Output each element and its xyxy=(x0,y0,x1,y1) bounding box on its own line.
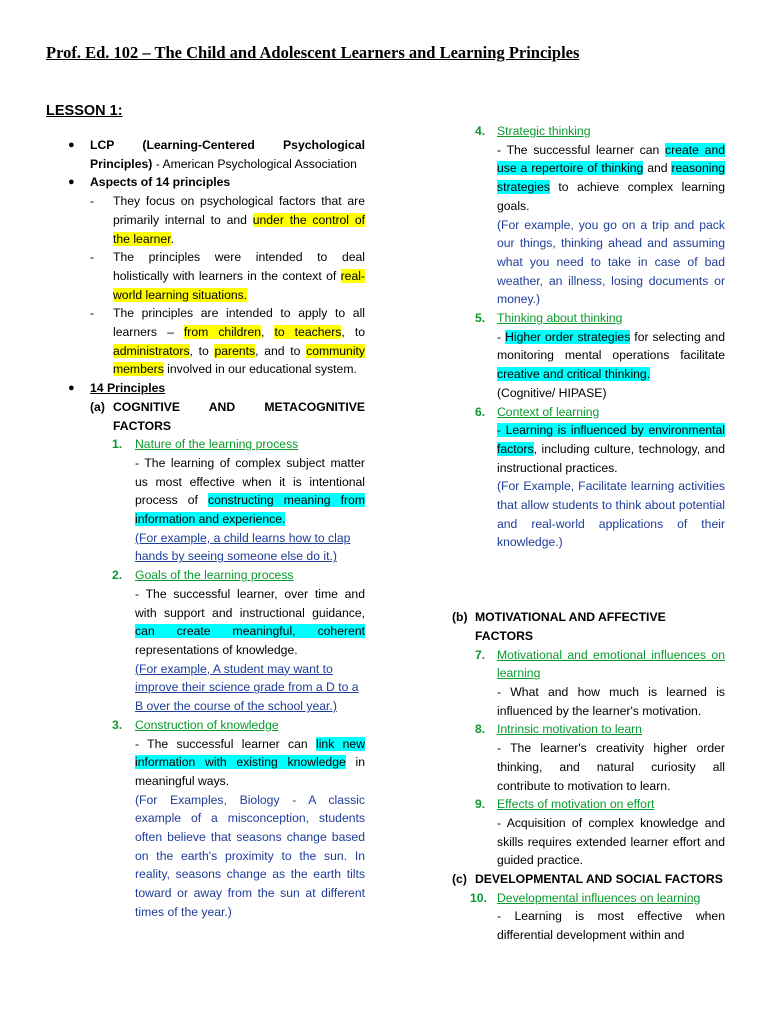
principle-9 xyxy=(448,795,725,870)
principle-number: 3. xyxy=(112,717,123,732)
principle-title: Thinking about thinking xyxy=(497,311,623,326)
aspect-3-text: The principles are intended to apply to all learners – xyxy=(113,306,365,340)
principle-number: 6. xyxy=(475,404,486,419)
principle-2 xyxy=(60,566,365,716)
aspect-2-highlight: real-world learning situations. xyxy=(113,268,365,302)
principle-title: Goals of the learning process xyxy=(135,568,294,583)
aspects-label: Aspects of 14 principles xyxy=(90,175,231,190)
principle-number: 8. xyxy=(475,722,486,737)
principles-label: 14 Principles xyxy=(90,381,166,396)
section-a-mark: (a) xyxy=(90,399,105,414)
principle-example: (For example, a child learns how to clap hands by seeing someone else do it.) xyxy=(135,530,351,564)
bullet-icon: ● xyxy=(68,139,75,151)
highlight-administrators: administrators xyxy=(113,343,190,358)
principle-text: - The successful learner can xyxy=(497,142,666,157)
section-c-mark: (c) xyxy=(452,872,467,887)
spacer xyxy=(448,552,725,608)
highlight-children: from children xyxy=(183,325,262,340)
highlight-teachers: to teachers xyxy=(274,325,342,340)
principle-text-end: representations of knowledge. xyxy=(135,642,298,657)
principle-number: 2. xyxy=(112,568,123,583)
principle-text: - Acquisition of complex knowledge and skills requires extended learner effort and guided practice. xyxy=(497,815,725,868)
aspect-1-highlight: under the control of the learner xyxy=(113,212,365,246)
sep: , to xyxy=(341,325,365,340)
principle-text-end: in meaningful ways. xyxy=(135,755,366,788)
principle-text: - The learning of complex subject matter us most effective when it is intentional process of xyxy=(135,455,365,508)
principle-highlight-2: creative and critical thinking. xyxy=(497,367,651,382)
dash: - xyxy=(497,329,506,344)
principle-4 xyxy=(448,122,725,309)
bullet-lcp xyxy=(60,136,365,173)
principle-title: Motivational and emotional influences on learning xyxy=(497,647,725,681)
principle-highlight: Higher order strategies xyxy=(505,329,631,344)
principle-title: Context of learning xyxy=(497,404,600,419)
principle-title: Nature of the learning process xyxy=(135,437,299,452)
bullet-icon: ● xyxy=(68,176,75,189)
principle-title: Effects of motivation on effort xyxy=(497,797,655,812)
sep: , and to xyxy=(255,343,307,358)
principle-highlight: - Learning is influenced by environmental factors xyxy=(497,423,725,456)
principle-title: Developmental influences on learning xyxy=(497,890,701,905)
bullet-aspects xyxy=(60,173,365,192)
bullet-principles xyxy=(60,379,365,398)
principle-number: 9. xyxy=(475,797,486,812)
aspect-1-text: They focus on psychological factors that are primarily internal to and xyxy=(113,194,365,227)
principle-number: 10. xyxy=(470,890,487,905)
principle-note: (Cognitive/ HIPASE) xyxy=(497,385,607,400)
principle-8 xyxy=(448,720,725,795)
highlight-community: community members xyxy=(113,343,366,377)
principle-highlight-2: reasoning strategies xyxy=(497,161,725,195)
principle-text: - The learner's creativity higher order thinking, and natural curiosity all contribute to motivation to learn. xyxy=(497,741,725,793)
principle-number: 5. xyxy=(475,311,486,326)
principle-text: - What and how much is learned is influenced by the learner's motivation. xyxy=(497,684,725,718)
section-b-title: MOTIVATIONAL AND AFFECTIVE FACTORS xyxy=(475,610,666,643)
aspect-1-end: . xyxy=(170,231,174,246)
left-column xyxy=(60,136,365,922)
principle-6 xyxy=(448,403,725,553)
principle-highlight: can create meaningful, coherent xyxy=(135,624,365,639)
principle-title: Construction of knowledge xyxy=(135,717,279,732)
principle-5 xyxy=(448,309,725,403)
aspect-2-text: The principles were intended to deal holistically with learners in the context of xyxy=(113,250,365,283)
principle-title: Intrinsic motivation to learn xyxy=(497,722,642,737)
principle-title: Strategic thinking xyxy=(497,124,591,138)
aspect-3-end: involved in our educational system. xyxy=(163,362,357,377)
section-b-heading xyxy=(448,608,725,645)
section-c-heading xyxy=(448,870,725,889)
principle-1 xyxy=(60,435,365,566)
section-c-title: DEVELOPMENTAL AND SOCIAL FACTORS xyxy=(475,872,723,887)
principle-highlight: create and use a repertoire of thinking xyxy=(497,142,725,176)
aspect-item-3 xyxy=(60,304,365,379)
section-a-title: COGNITIVE AND METACOGNITIVE FACTORS xyxy=(113,399,365,433)
aspect-item-1 xyxy=(60,192,365,248)
principle-number: 1. xyxy=(112,437,123,452)
principle-highlight: constructing meaning from information and experience. xyxy=(135,493,365,527)
principle-7 xyxy=(448,646,725,721)
principle-text: - The successful learner, over time and with support and instructional guidance, xyxy=(135,586,365,620)
principle-10 xyxy=(448,889,725,945)
principle-example: (For example, you go on a trip and pack our things, thinking ahead and assuming what you need to take in case of bad weather, an illness, losing documents or money.) xyxy=(497,217,725,307)
dash-icon: - xyxy=(90,306,95,321)
right-column xyxy=(448,122,725,945)
sep: , to xyxy=(189,343,215,358)
principle-3 xyxy=(60,716,365,922)
lesson-heading: LESSON 1: xyxy=(46,103,123,119)
principle-text: , including culture, technology, and instructional practices. xyxy=(497,441,725,475)
highlight-parents: parents xyxy=(214,343,256,358)
document-title: Prof. Ed. 102 – The Child and Adolescent Learners and Learning Principles xyxy=(46,43,580,62)
principle-text-end: to achieve complex learning goals. xyxy=(497,180,725,213)
principle-text: - The successful learner can xyxy=(135,736,317,751)
principle-text: - Learning is most effective when differential development within and xyxy=(497,909,725,943)
dash-icon: - xyxy=(90,250,95,265)
sep: and xyxy=(643,161,672,176)
dash-icon: - xyxy=(90,194,95,209)
sep: , xyxy=(261,325,275,340)
section-b-mark: (b) xyxy=(452,610,468,625)
principle-example: (For Example, Facilitate learning activities that allow students to think about potential and real-world applications of their knowledge.) xyxy=(497,479,725,550)
bullet-icon: ● xyxy=(68,382,75,395)
principle-highlight: link new information with existing knowledge xyxy=(135,736,365,770)
lcp-source: - American Psychological Association xyxy=(152,156,357,171)
lcp-term: LCP (Learning-Centered Psychological Principles) xyxy=(90,138,365,171)
principle-text: for selecting and monitoring mental operations facilitate xyxy=(497,329,725,363)
aspect-item-2 xyxy=(60,248,365,304)
principle-number: 7. xyxy=(475,647,486,662)
principle-example: (For Examples, Biology - A classic example of a misconception, students often believe that seasons change based on the earth's proximity to the sun. In reality, seasons change as the earth tilts toward or away from the sun at different times of the year.) xyxy=(135,792,365,919)
section-a-heading xyxy=(60,398,365,435)
principle-number: 4. xyxy=(475,124,486,138)
principle-example: (For example, A student may want to improve their science grade from a D to a B over the course of the school year.) xyxy=(135,661,359,714)
